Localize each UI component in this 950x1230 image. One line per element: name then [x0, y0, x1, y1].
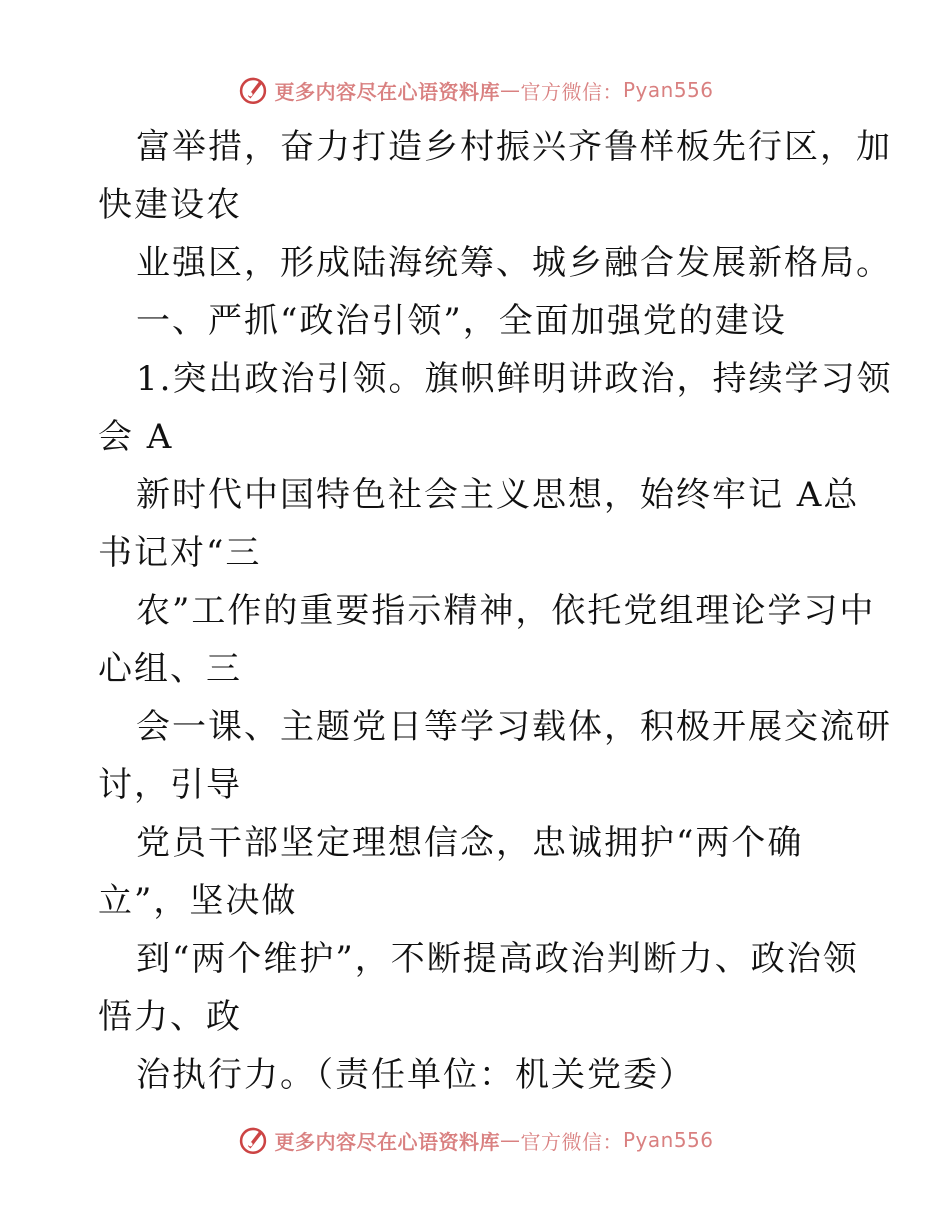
watermark-dash: —	[499, 1128, 521, 1152]
paragraph-line: 讨，引导	[98, 765, 242, 805]
header-watermark	[0, 70, 950, 110]
paragraph-line: 书记对“三	[98, 533, 262, 573]
watermark-wechat-id: Pyan556	[622, 78, 714, 102]
paragraph-line: 新时代中国特色社会主义思想，始终牢记 A总	[136, 475, 860, 515]
paragraph-line: 悟力、政	[98, 997, 242, 1037]
paragraph-line: 业强区，形成陆海统筹、城乡融合发展新格局。	[136, 243, 892, 283]
paragraph-line: 到“两个维护”，不断提高政治判断力、政治领	[136, 939, 859, 979]
watermark-text: 更多内容尽在心语资料库	[274, 79, 500, 104]
pen-nib-circle-icon	[236, 73, 270, 107]
watermark-official-label: 官方微信：	[520, 1129, 623, 1154]
watermark-wechat-id: Pyan556	[622, 1128, 714, 1152]
pen-nib-circle-icon	[236, 1123, 270, 1157]
paragraph-line: 快建设农	[98, 185, 242, 225]
paragraph-line: 党员干部坚定理想信念，忠诚拥护“两个确	[136, 823, 804, 863]
paragraph-line: 治执行力。（责任单位：机关党委）	[136, 1055, 695, 1095]
paragraph-line: 会 A	[98, 417, 174, 457]
watermark-dash: —	[499, 78, 521, 102]
watermark-official-label: 官方微信：	[520, 79, 623, 104]
watermark-text: 更多内容尽在心语资料库	[274, 1129, 500, 1154]
paragraph-line: 富举措，奋力打造乡村振兴齐鲁样板先行区，加	[136, 127, 892, 167]
paragraph-line: 心组、三	[98, 649, 242, 689]
paragraph-line: 立”，坚决做	[98, 881, 298, 921]
section-heading: 一、严抓“政治引领”，全面加强党的建设	[136, 301, 787, 341]
paragraph-line: 农”工作的重要指示精神，依托党组理论学习中	[136, 591, 876, 631]
footer-watermark	[0, 1120, 950, 1160]
paragraph-line: 1.突出政治引领。旗帜鲜明讲政治，持续学习领	[136, 359, 893, 399]
paragraph-line: 会一课、主题党日等学习载体，积极开展交流研	[136, 707, 892, 747]
